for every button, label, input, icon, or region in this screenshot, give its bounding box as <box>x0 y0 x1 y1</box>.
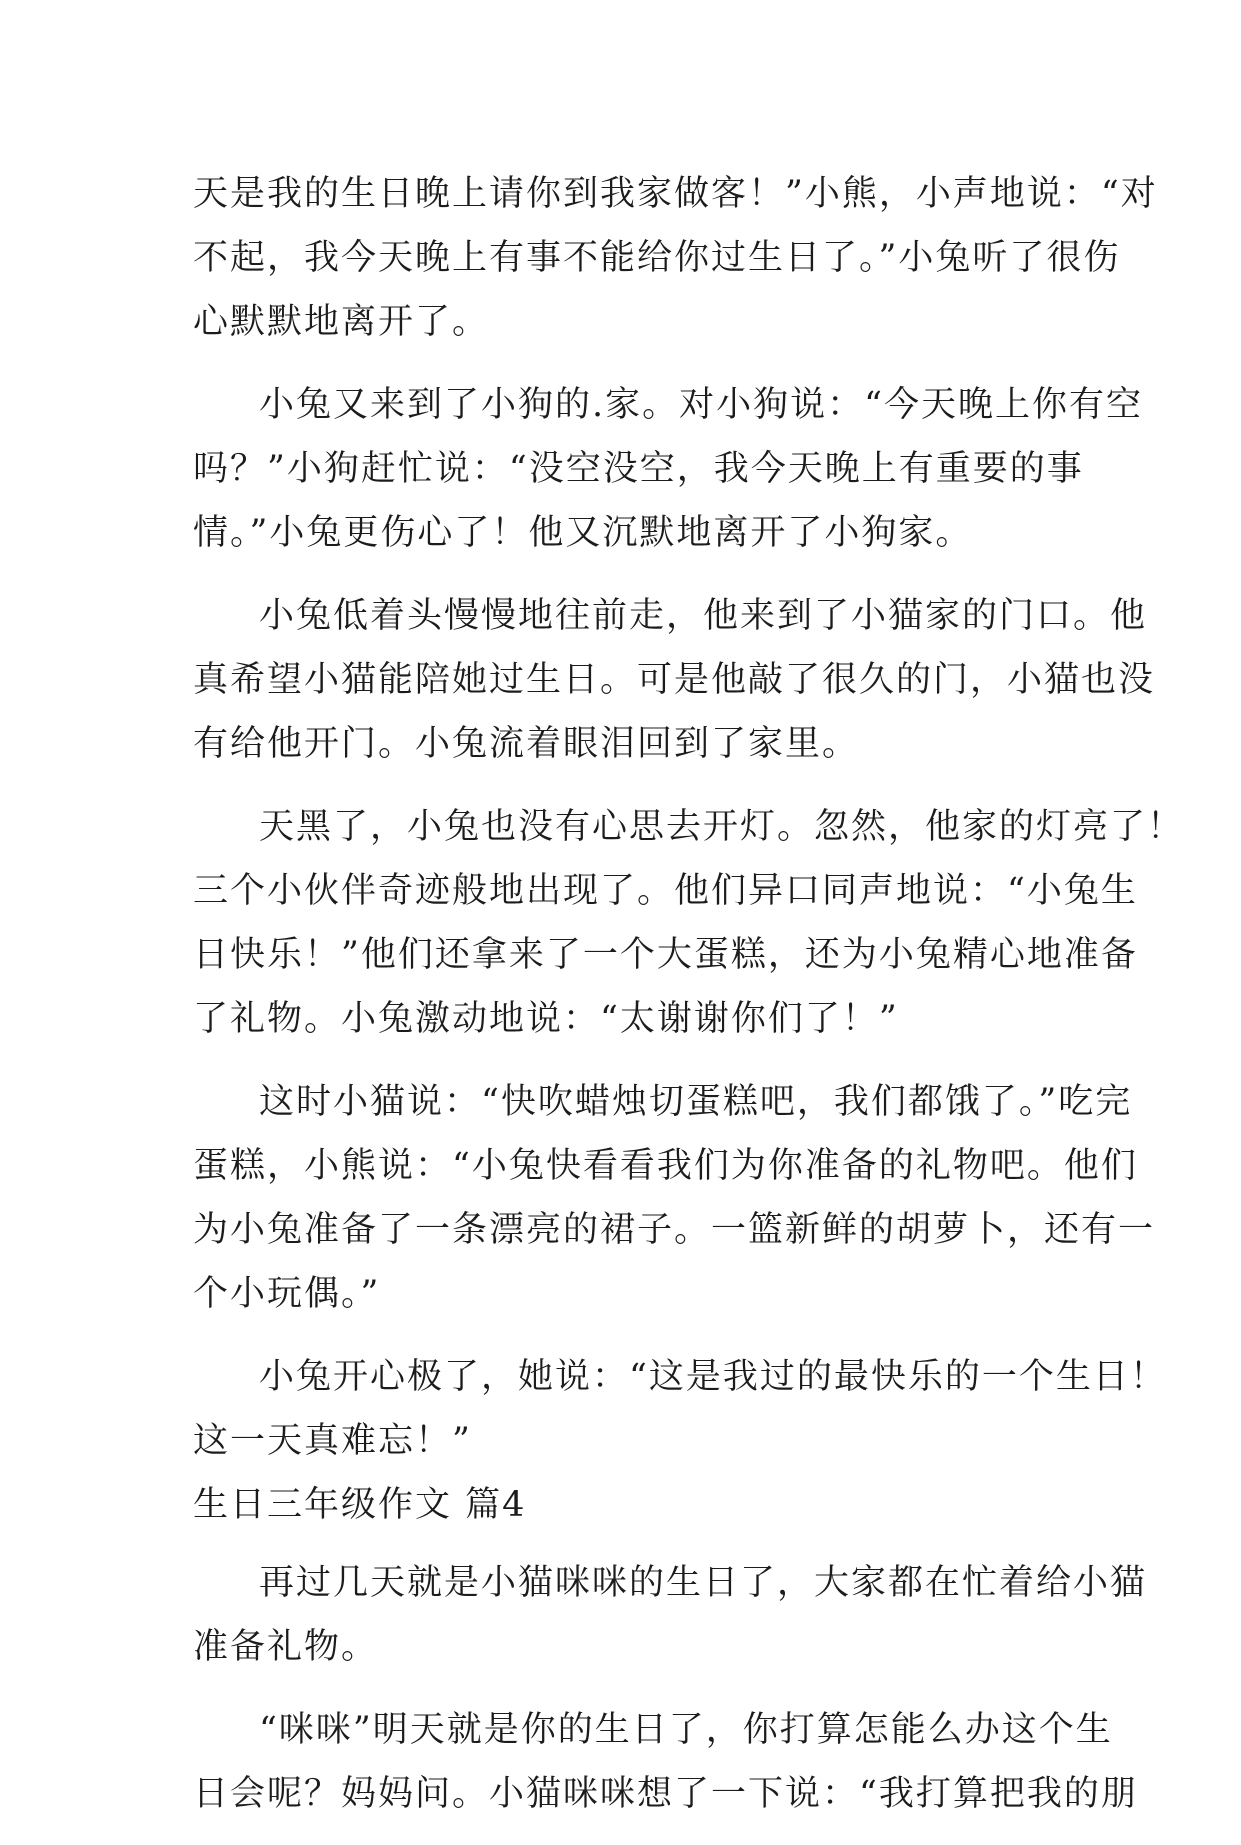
text-line: 这时小猫说：“快吹蜡烛切蛋糕吧，我们都饿了。”吃完 <box>259 1082 1133 1122</box>
document-body <box>193 162 1185 1845</box>
text-line: 为小兔准备了一条漂亮的裙子。一篮新鲜的胡萝卜，还有一 <box>193 1210 1156 1250</box>
paragraph-8 <box>193 1698 1138 1826</box>
section-heading: 生日三年级作文 篇4 <box>193 1485 527 1525</box>
text-line: 有给他开门。小兔流着眼泪回到了家里。 <box>193 724 860 764</box>
text-line: 真希望小猫能陪她过生日。可是他敲了很久的门，小猫也没 <box>193 660 1156 700</box>
text-line: 情。”小兔更伤心了！他又沉默地离开了小狗家。 <box>193 513 973 553</box>
paragraph-3 <box>193 584 1156 776</box>
paragraph-6 <box>193 1345 1167 1473</box>
text-line: 日快乐！”他们还拿来了一个大蛋糕，还为小兔精心地准备 <box>193 935 1138 975</box>
text-line: 吗？”小狗赶忙说：“没空没空，我今天晚上有重要的事 <box>193 449 1084 489</box>
text-line: “咪咪”明天就是你的生日了，你打算怎能么办这个生 <box>259 1710 1113 1750</box>
text-line: 了礼物。小兔激动地说：“太谢谢你们了！” <box>193 999 899 1039</box>
text-line: 不起，我今天晚上有事不能给你过生日了。”小兔听了很伤 <box>193 238 1121 278</box>
paragraph-5 <box>193 1070 1156 1326</box>
text-line: 蛋糕，小熊说：“小兔快看看我们为你准备的礼物吧。他们 <box>193 1146 1138 1186</box>
text-line: 小兔又来到了小狗的.家。对小狗说：“今天晚上你有空 <box>259 385 1144 425</box>
text-line: 再过几天就是小猫咪咪的生日了，大家都在忙着给小猫 <box>259 1563 1148 1603</box>
text-line: 准备礼物。 <box>193 1627 379 1667</box>
text-line: 这一天真难忘！” <box>193 1421 472 1461</box>
paragraph-7 <box>193 1551 1148 1679</box>
text-line: 小兔开心极了，她说：“这是我过的最快乐的一个生日！ <box>259 1357 1167 1397</box>
text-line: 小兔低着头慢慢地往前走，他来到了小猫家的门口。他 <box>259 596 1148 636</box>
text-line: 个小玩偶。” <box>193 1274 381 1314</box>
paragraph-2 <box>193 373 1144 565</box>
text-line: 日会呢？妈妈问。小猫咪咪想了一下说：“我打算把我的朋 <box>193 1774 1138 1814</box>
text-line: 天黑了，小兔也没有心思去开灯。忽然，他家的灯亮了！ <box>259 807 1185 847</box>
text-line: 天是我的生日晚上请你到我家做客！”小熊，小声地说：“对 <box>193 174 1158 214</box>
paragraph-1 <box>193 162 1158 354</box>
text-line: 三个小伙伴奇迹般地出现了。他们异口同声地说：“小兔生 <box>193 871 1138 911</box>
paragraph-4 <box>193 795 1185 1051</box>
text-line: 心默默地离开了。 <box>193 302 490 342</box>
